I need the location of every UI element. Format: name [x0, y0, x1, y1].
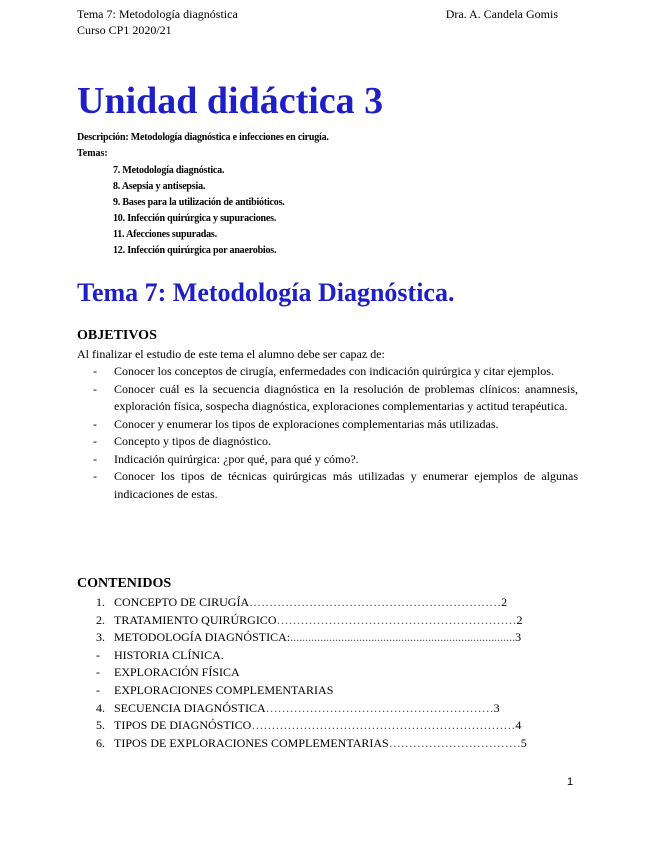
toc-entry — [93, 682, 573, 700]
toc-label: HISTORIA CLÍNICA. — [114, 647, 224, 662]
toc-label: TIPOS DE DIAGNÓSTICO — [114, 718, 252, 733]
header-course: Curso CP1 2020/21 — [77, 23, 172, 37]
toc-entry — [93, 717, 573, 735]
toc-leader: ………………………………………………………… — [251, 718, 516, 733]
temas-label: Temas: — [77, 148, 108, 159]
bullet-dash: - — [93, 416, 97, 431]
toc-page: 2 — [501, 595, 508, 609]
toc-page: 5 — [520, 735, 527, 750]
toc-label: CONCEPTO DE CIRUGÍA — [114, 595, 250, 609]
toc-number: 4. — [96, 700, 105, 715]
toc-leader: …………………………………………………… — [276, 612, 517, 627]
toc-entry — [93, 612, 573, 630]
header-topic: Tema 7: Metodología diagnóstica — [77, 7, 238, 21]
toc-leader: ………………………………………………… — [265, 700, 494, 715]
toc-entry — [93, 664, 573, 682]
toc-page: 3 — [493, 700, 500, 715]
unit-description: Descripción: Metodología diagnóstica e infecciones en cirugía. — [77, 132, 329, 143]
toc-number: 1. — [96, 595, 105, 609]
toc-label: TRATAMIENTO QUIRÚRGICO — [114, 612, 277, 627]
toc-label: SECUENCIA DIAGNÓSTICA — [114, 700, 266, 715]
toc-label: TIPOS DE EXPLORACIONES COMPLEMENTARIAS — [114, 735, 389, 750]
toc-page: 4 — [515, 718, 522, 733]
toc-label: EXPLORACIONES COMPLEMENTARIAS — [114, 682, 334, 697]
objective-item — [93, 416, 578, 434]
toc-number: - — [96, 647, 100, 662]
bullet-dash: - — [93, 381, 97, 396]
toc-label: EXPLORACIÓN FÍSICA — [114, 665, 240, 680]
bullet-dash: - — [93, 434, 97, 448]
tema-item: 8. Asepsia y antisepsia. — [113, 181, 206, 192]
objectives-list — [93, 363, 578, 503]
page-header — [77, 6, 558, 38]
objective-item — [93, 451, 578, 469]
unit-title: Unidad didáctica 3 — [77, 80, 384, 122]
topic-title: Tema 7: Metodología Diagnóstica. — [77, 278, 455, 307]
toc-number: - — [96, 665, 100, 680]
bullet-dash: - — [93, 451, 97, 466]
objective-item — [93, 363, 578, 381]
objective-text: Conocer cuál es la secuencia diagnóstica en la resolución de problemas clínicos: anamnesis, exploración física, sospecha diagnóstica, exploraciones complementarias y actitud terapéutica. — [114, 381, 578, 413]
toc-number: 6. — [96, 735, 105, 750]
bullet-dash: - — [93, 364, 97, 378]
objective-text: Conocer los tipos de técnicas quirúrgicas más utilizadas y enumerar ejemplos de algunas indicaciones de estas. — [114, 469, 578, 501]
objective-text: Conocer los conceptos de cirugía, enfermedades con indicación quirúrgica y citar ejemplos. — [114, 364, 554, 378]
objectives-heading: OBJETIVOS — [77, 328, 157, 343]
toc-entry — [93, 700, 573, 718]
tema-item: 9. Bases para la utilización de antibióticos. — [113, 197, 285, 208]
table-of-contents — [93, 594, 573, 752]
tema-item: 11. Afecciones supuradas. — [113, 229, 217, 240]
objective-text: Conocer y enumerar los tipos de exploraciones complementarias más utilizadas. — [114, 416, 499, 431]
tema-item: 7. Metodología diagnóstica. — [113, 165, 225, 176]
toc-number: 5. — [96, 718, 105, 733]
toc-entry — [93, 735, 573, 753]
toc-page: 2 — [516, 612, 523, 627]
temas-list — [113, 163, 285, 259]
header-author: Dra. A. Candela Gomis — [445, 7, 558, 21]
objective-text: Indicación quirúrgica: ¿por qué, para qué y cómo?. — [114, 451, 359, 466]
page-number: 1 — [567, 776, 574, 788]
contents-heading: CONTENIDOS — [77, 576, 172, 591]
bullet-dash: - — [93, 469, 97, 483]
toc-number: 2. — [96, 612, 105, 627]
toc-entry — [93, 594, 573, 612]
toc-entry — [93, 629, 573, 647]
toc-leader: …………………………… — [388, 735, 521, 750]
toc-number: - — [96, 682, 100, 697]
objective-item — [93, 381, 578, 416]
tema-item: 10. Infección quirúrgica y supuraciones. — [113, 213, 277, 224]
toc-entry — [93, 647, 573, 665]
toc-leader: ........................................................................... — [290, 630, 516, 645]
toc-leader: ……………………………………………………… — [249, 595, 502, 609]
objective-text: Concepto y tipos de diagnóstico. — [114, 434, 271, 448]
toc-page: 3 — [515, 630, 522, 645]
toc-number: 3. — [96, 630, 105, 645]
objective-item — [93, 433, 578, 451]
toc-label: METODOLOGÍA DIAGNÓSTICA: — [114, 630, 291, 645]
objective-item — [93, 468, 578, 503]
tema-item: 12. Infección quirúrgica por anaerobios. — [113, 245, 277, 256]
objectives-intro: Al finalizar el estudio de este tema el alumno debe ser capaz de: — [77, 347, 385, 361]
